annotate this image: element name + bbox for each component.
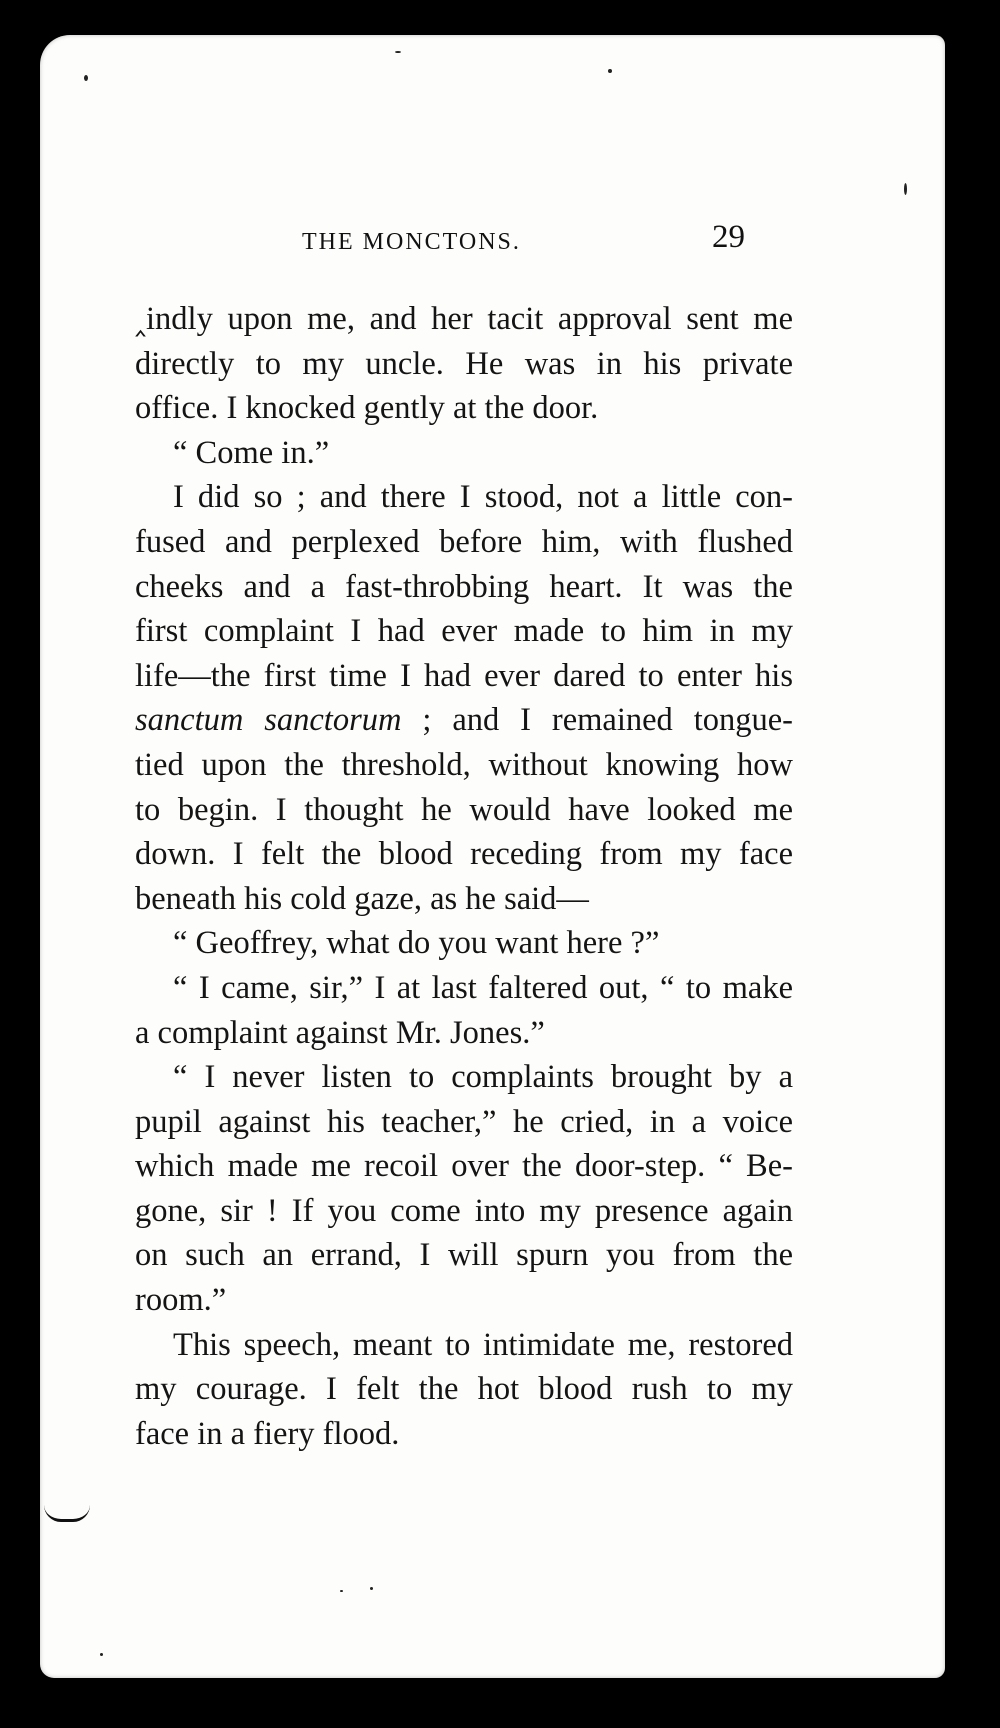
scan-mark bbox=[44, 1505, 90, 1522]
running-head: THE MONCTONS. bbox=[302, 229, 521, 255]
text-line: This speech, meant to intimidate me, restored bbox=[173, 1326, 793, 1363]
text-line: down. I felt the blood receding from my face bbox=[135, 836, 793, 873]
text-line: my courage. I felt the hot blood rush to my bbox=[135, 1371, 793, 1408]
text-line: a complaint against Mr. Jones.” bbox=[135, 1014, 545, 1051]
text-line: cheeks and a fast-throbbing heart. It was the bbox=[135, 568, 793, 605]
text-line: beneath his cold gaze, as he said— bbox=[135, 880, 589, 917]
text-line: directly to my uncle. He was in his private bbox=[135, 345, 793, 382]
text-line: first complaint I had ever made to him in my bbox=[135, 613, 793, 650]
text-line bbox=[135, 698, 793, 743]
text-line: to begin. I thought he would have looked me bbox=[135, 791, 793, 828]
latin-phrase: sanctum sanctorum bbox=[135, 702, 402, 739]
text-line: on such an errand, I will spurn you from the bbox=[135, 1237, 793, 1274]
scan-speck bbox=[84, 75, 88, 81]
text-line: office. I knocked gently at the door. bbox=[135, 390, 599, 427]
text-line: “ I came, sir,” I at last faltered out, “ to make bbox=[173, 969, 793, 1006]
page-number: 29 bbox=[712, 219, 745, 255]
text-line-rest: ; and I remained tongue- bbox=[401, 702, 794, 739]
text-line: room.” bbox=[135, 1282, 227, 1319]
text-line: “ I never listen to complaints brought by a bbox=[173, 1059, 793, 1096]
text-line: gone, sir ! If you come into my presence again bbox=[135, 1192, 793, 1229]
body-text bbox=[135, 297, 793, 1456]
book-page bbox=[40, 35, 945, 1678]
page-header bbox=[40, 219, 945, 269]
text-line: pupil against his teacher,” he cried, in a voice bbox=[135, 1103, 793, 1140]
text-line: face in a fiery flood. bbox=[135, 1415, 400, 1452]
scan-speck bbox=[395, 51, 401, 53]
scan-speck bbox=[370, 1587, 373, 1590]
text-line: which made me recoil over the door-step. “ Be- bbox=[135, 1148, 793, 1185]
text-line: fused and perplexed before him, with flushed bbox=[135, 523, 793, 560]
text-line: life—the first time I had ever dared to enter his bbox=[135, 657, 793, 694]
text-line: I did so ; and there I stood, not a little con- bbox=[173, 479, 793, 516]
scan-speck bbox=[340, 1590, 343, 1592]
scan-speck bbox=[100, 1653, 103, 1656]
scan-speck bbox=[904, 183, 907, 195]
text-line: “ Geoffrey, what do you want here ?” bbox=[173, 925, 660, 962]
text-line: “ Come in.” bbox=[173, 434, 330, 471]
text-line: tied upon the threshold, without knowing how bbox=[135, 746, 793, 783]
text-line: ‸indly upon me, and her tacit approval sent me bbox=[135, 301, 793, 337]
scan-speck bbox=[608, 69, 612, 73]
